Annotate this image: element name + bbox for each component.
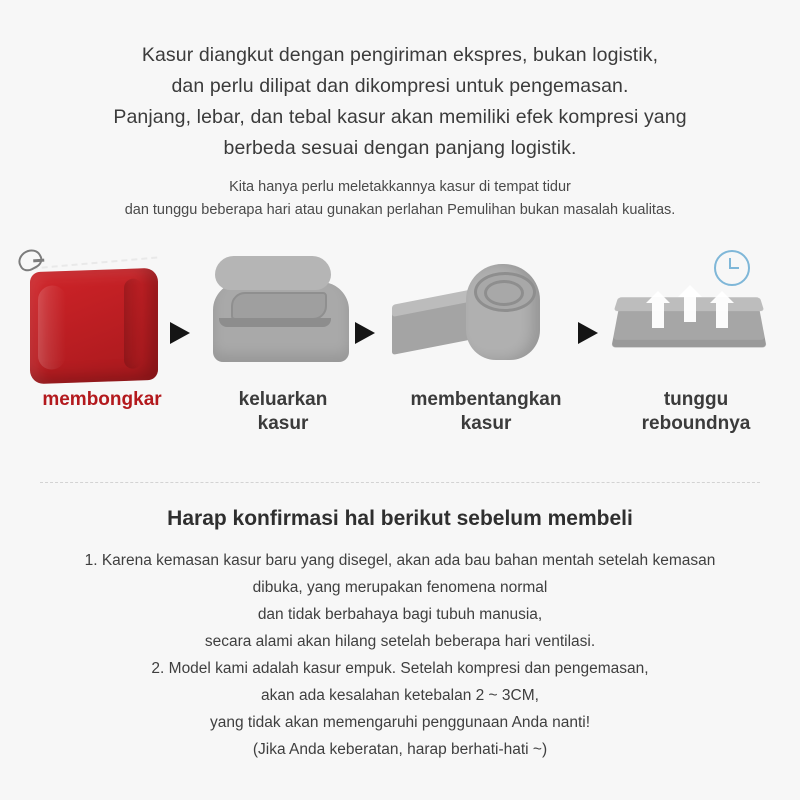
notes-line-4: secara alami akan hilang setelah beberapa hari ventilasi. bbox=[204, 633, 596, 650]
right-arrow-icon-1 bbox=[170, 322, 190, 344]
notes-title: Harap konfirmasi hal berikut sebelum membeli bbox=[167, 507, 633, 530]
step-1-membongkar bbox=[16, 248, 188, 412]
right-arrow-icon-2 bbox=[355, 322, 375, 344]
up-arrow-icon-2 bbox=[684, 296, 696, 322]
notes-section bbox=[0, 483, 800, 763]
intro-line-3: Panjang, lebar, dan tebal kasur akan memiliki efek kompresi yang bbox=[113, 106, 687, 128]
step-3-membentangkan-kasur bbox=[388, 248, 584, 436]
step-2-label-line-2: kasur bbox=[257, 413, 309, 434]
up-arrow-icon-1 bbox=[652, 302, 664, 328]
intro-line-2: dan perlu dilipat dan dikompresi untuk pengemasan. bbox=[171, 75, 629, 97]
intro-section bbox=[0, 0, 800, 222]
folded-mattress-shadow bbox=[219, 318, 331, 327]
intro-sub-line-1: Kita hanya perlu meletakkannya kasur di tempat tidur bbox=[229, 179, 571, 195]
notes-line-2: dibuka, yang merupakan fenomena normal bbox=[252, 579, 548, 596]
notes-line-3: dan tidak berbahaya bagi tubuh manusia, bbox=[257, 606, 543, 623]
right-arrow-icon-3 bbox=[578, 322, 598, 344]
notes-line-5: 2. Model kami adalah kasur empuk. Setelah kompresi dan pengemasan, bbox=[151, 660, 649, 677]
step-3-label-line-2: kasur bbox=[460, 413, 512, 434]
rolled-mattress-ring-inner bbox=[484, 280, 524, 306]
intro-line-4: berbeda sesuai dengan panjang logistik. bbox=[223, 137, 577, 159]
step-4-label-line-2: reboundnya bbox=[641, 413, 751, 434]
folded-mattress-top bbox=[215, 256, 331, 290]
notes-line-6: akan ada kesalahan ketebalan 2 ~ 3CM, bbox=[261, 687, 539, 704]
folded-mattress-icon bbox=[205, 248, 361, 388]
step-1-label: membongkar bbox=[42, 389, 162, 410]
intro-line-1: Kasur diangkut dengan pengiriman ekspres, bukan logistik, bbox=[141, 44, 659, 66]
steps-section bbox=[0, 248, 800, 478]
folded-mattress-crease bbox=[231, 292, 327, 320]
rolled-mattress-icon bbox=[388, 248, 584, 388]
clock-icon bbox=[714, 250, 750, 286]
intro-sub-line-2: dan tunggu beberapa hari atau gunakan perlahan Pemulihan bukan masalah kualitas. bbox=[124, 202, 676, 218]
notes-line-8: (Jika Anda keberatan, harap berhati-hati ~) bbox=[252, 741, 548, 758]
notes-line-7: yang tidak akan memengaruhi penggunaan Anda nanti! bbox=[209, 714, 591, 731]
step-4-label-line-1: tunggu bbox=[663, 389, 729, 410]
notes-line-1: 1. Karena kemasan kasur baru yang disegel, akan ada bau bahan mentah setelah kemasan bbox=[84, 552, 716, 569]
mattress-rebound-clock-icon bbox=[610, 248, 782, 388]
step-2-label-line-1: keluarkan bbox=[238, 389, 328, 410]
up-arrow-icon-3 bbox=[716, 302, 728, 328]
step-2-keluarkan-kasur bbox=[205, 248, 361, 436]
red-compressed-bag-icon bbox=[16, 248, 188, 388]
step-3-label-line-1: membentangkan bbox=[410, 389, 562, 410]
intro-subtext bbox=[34, 176, 766, 222]
bag-body bbox=[30, 268, 158, 384]
step-4-tunggu-reboundnya bbox=[610, 248, 782, 436]
